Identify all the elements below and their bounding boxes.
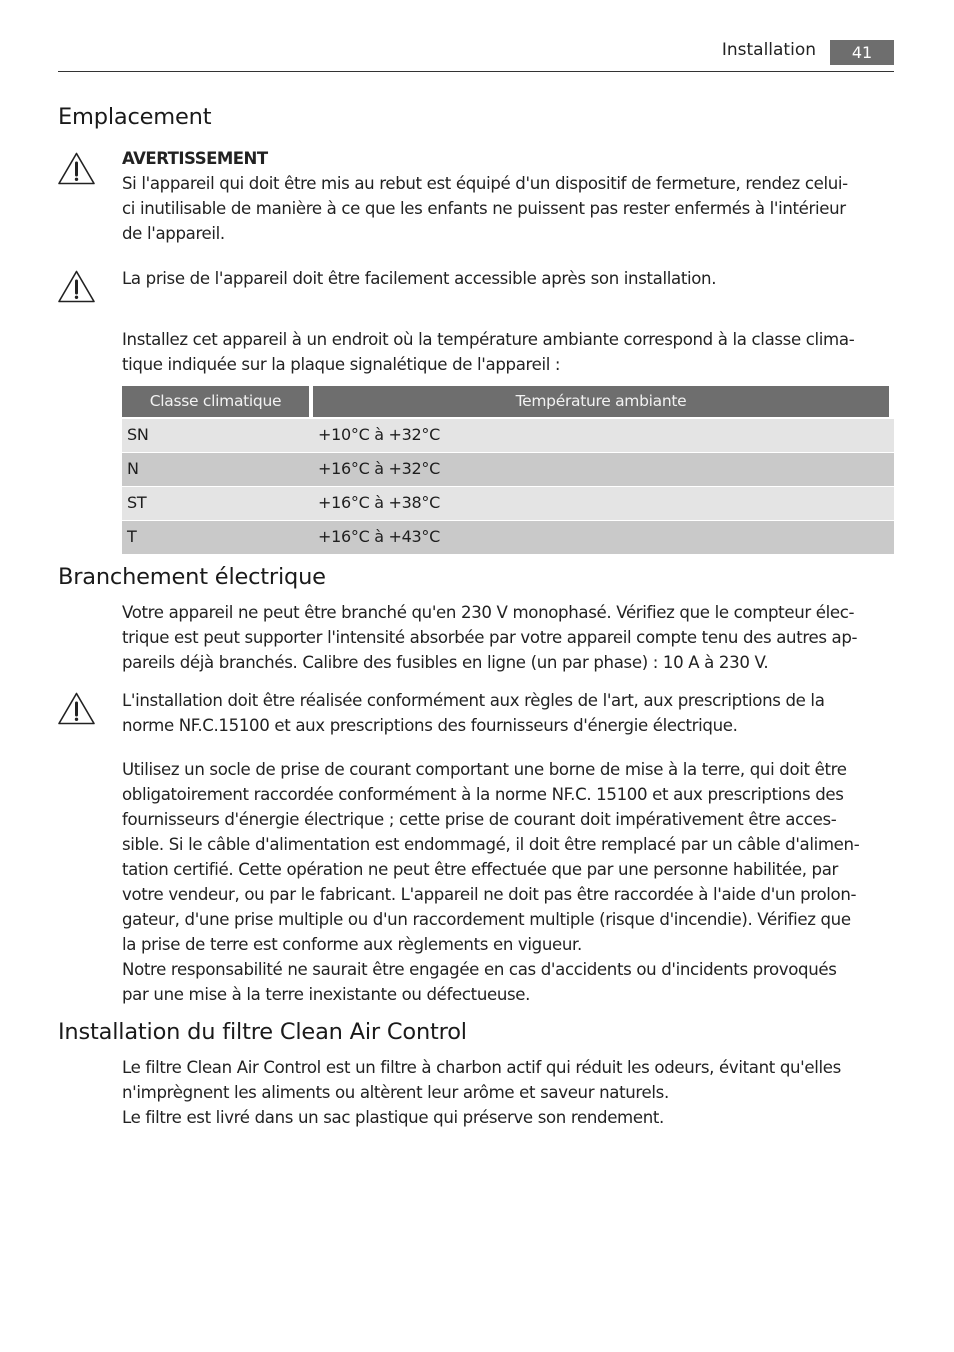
text-line: Votre appareil ne peut être branché qu'en 230 V monophasé. Vérifiez que le compteur élec- [122, 603, 855, 622]
table-row [122, 487, 894, 520]
table-header-row [122, 386, 894, 417]
warning-triangle-icon [57, 269, 96, 304]
table-cell-class: SN [122, 419, 314, 452]
text-line: Le filtre est livré dans un sac plastique qui préserve son rendement. [122, 1108, 664, 1127]
text-line: norme NF.C.15100 et aux prescriptions des fournisseurs d'énergie électrique. [122, 716, 738, 735]
text-line: obligatoirement raccordée conformément à la norme NF.C. 15100 et aux prescriptions des [122, 785, 844, 804]
warning-block-1 [122, 146, 894, 246]
text-line: sible. Si le câble d'alimentation est endommagé, il doit être remplacé par un câble d'alimen- [122, 835, 860, 854]
warning-triangle-icon [57, 151, 96, 186]
column-header-temperature: Température ambiante [313, 386, 889, 417]
warning-heading: AVERTISSEMENT [122, 149, 268, 168]
text-line: Installez cet appareil à un endroit où la température ambiante correspond à la classe clima- [122, 330, 855, 349]
electrical-paragraph-2 [122, 757, 894, 1007]
electrical-paragraph-1 [122, 600, 894, 675]
text-line: trique est peut supporter l'intensité absorbée par votre appareil compte tenu des autres ap- [122, 628, 858, 647]
table-cell-class: ST [122, 487, 314, 520]
text-line: tique indiquée sur la plaque signalétique de l'appareil : [122, 355, 561, 374]
section-title-emplacement: Emplacement [58, 104, 212, 130]
table-row [122, 453, 894, 486]
header-section-title: Installation [721, 40, 816, 60]
text-line: Notre responsabilité ne saurait être engagée en cas d'accidents ou d'incidents provoqués [122, 960, 837, 979]
text-line: Le filtre Clean Air Control est un filtre à charbon actif qui réduit les odeurs, évitant qu'elles [122, 1058, 841, 1077]
table-cell-temperature: +16°C à +43°C [313, 521, 894, 554]
warning-triangle-icon [57, 691, 96, 726]
text-line: tation certifié. Cette opération ne peut être effectuée que par une personne habilitée, par [122, 860, 839, 879]
filter-paragraph [122, 1055, 894, 1130]
text-line: La prise de l'appareil doit être facilement accessible après son installation. [122, 269, 717, 288]
table-cell-temperature: +10°C à +32°C [313, 419, 894, 452]
warning-block-2 [122, 266, 894, 291]
table-row [122, 521, 894, 554]
text-line: Si l'appareil qui doit être mis au rebut est équipé d'un dispositif de fermeture, rendez celui- [122, 174, 848, 193]
table-cell-temperature: +16°C à +32°C [313, 453, 894, 486]
warning-block-3 [122, 688, 894, 738]
text-line: par une mise à la terre inexistante ou défectueuse. [122, 985, 531, 1004]
page-number-badge: 41 [830, 40, 894, 65]
table-row [122, 419, 894, 452]
text-line: ci inutilisable de manière à ce que les enfants ne puissent pas rester enfermés à l'intérieur [122, 199, 846, 218]
text-line: votre vendeur, ou par le fabricant. L'appareil ne doit pas être raccordée à l'aide d'un prolon- [122, 885, 857, 904]
text-line: fournisseurs d'énergie électrique ; cette prise de courant doit impérativement être acces- [122, 810, 837, 829]
text-line: pareils déjà branchés. Calibre des fusibles en ligne (un par phase) : 10 A à 230 V. [122, 653, 769, 672]
text-line: L'installation doit être réalisée conformément aux règles de l'art, aux prescriptions de la [122, 691, 825, 710]
table-cell-class: N [122, 453, 314, 486]
section-title-branchement: Branchement électrique [58, 564, 326, 590]
table-cell-temperature: +16°C à +38°C [313, 487, 894, 520]
column-header-class: Classe climatique [122, 386, 309, 417]
text-line: Utilisez un socle de prise de courant comportant une borne de mise à la terre, qui doit être [122, 760, 847, 779]
section-title-filtre: Installation du filtre Clean Air Control [58, 1019, 467, 1045]
climate-class-table [122, 386, 894, 555]
climate-intro-paragraph [122, 327, 894, 377]
page-header [58, 38, 894, 72]
text-line: gateur, d'une prise multiple ou d'un raccordement multiple (risque d'incendie). Vérifiez que [122, 910, 851, 929]
table-cell-class: T [122, 521, 314, 554]
text-line: la prise de terre est conforme aux règlements en vigueur. [122, 935, 582, 954]
text-line: n'imprègnent les aliments ou altèrent leur arôme et saveur naturels. [122, 1083, 669, 1102]
text-line: de l'appareil. [122, 224, 225, 243]
